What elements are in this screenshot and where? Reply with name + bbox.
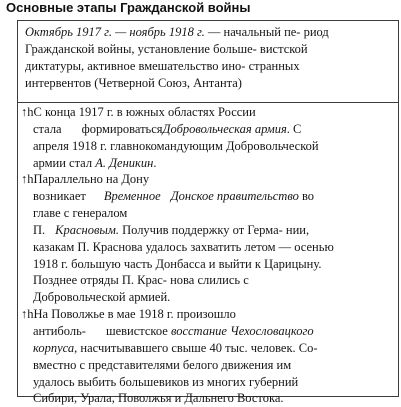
highlight-term: А. Деникин <box>95 155 154 170</box>
section-divider <box>17 102 399 103</box>
document-title: Основные этапы Гражданской войны <box>6 0 251 15</box>
intro-paragraph <box>25 24 393 92</box>
bullet-marker: ↑h <box>21 105 34 119</box>
period-label: Октябрь 1917 г. — ноябрь 1918 г. <box>25 25 205 39</box>
intro-line-1-text: — начальный пе- риод <box>204 25 329 39</box>
highlight-term: Временное <box>103 189 161 204</box>
events-list <box>21 104 395 407</box>
highlight-term: Донское правительство <box>170 189 299 204</box>
highlight-term: Красновым. <box>55 222 119 237</box>
intro-line-4: интервентов (Четверной Союз, Антанта) <box>25 76 242 90</box>
list-item-volunteer-army: ↑hС конца 1917 г. в южных областях России стала формироватьсяДобровольческая армия. С апреля 1918 г. главнокомандующим Добровольческой армии стал А. Деникин. <box>21 105 319 170</box>
list-item-don-government: ↑hПараллельно на Дону возникает Временное Донское правительство во главе с генералом П. Красновым. Получив поддержку от Герма- нии, казакам П. Краснова удалось захватить летом — осенью 1918 г. большую часть Донбасса и выйти к Царицыну. Позднее отряды П. Крас- нова слились с Добровольческой армией. <box>21 172 334 305</box>
list-item-czechoslovak-revolt: ↑hНа Поволжье в мае 1918 г. произошло антиболь- шевистское восстание Чехословацкого корпуса, насчитывавшего свыше 40 тыс. человек. Со- вместно с представителями белого движения им удалось выбить большевиков из многих губерний Сибири, Урала, Поволжья и Дальнего Востока. <box>21 307 318 406</box>
intro-line-2: Гражданской войны, установление больше- вистской <box>25 42 308 56</box>
bullet-marker: ↑h <box>21 307 34 322</box>
bullet-marker: ↑h <box>21 172 34 187</box>
highlight-term: Добровольческая армия <box>162 121 287 136</box>
highlight-term: корпуса <box>33 340 75 355</box>
intro-line-3: диктатуры, активное вмешательство ино- странных <box>25 59 300 73</box>
intro-line-1 <box>25 24 393 41</box>
highlight-term: восстание Чехословацкого <box>170 323 314 338</box>
